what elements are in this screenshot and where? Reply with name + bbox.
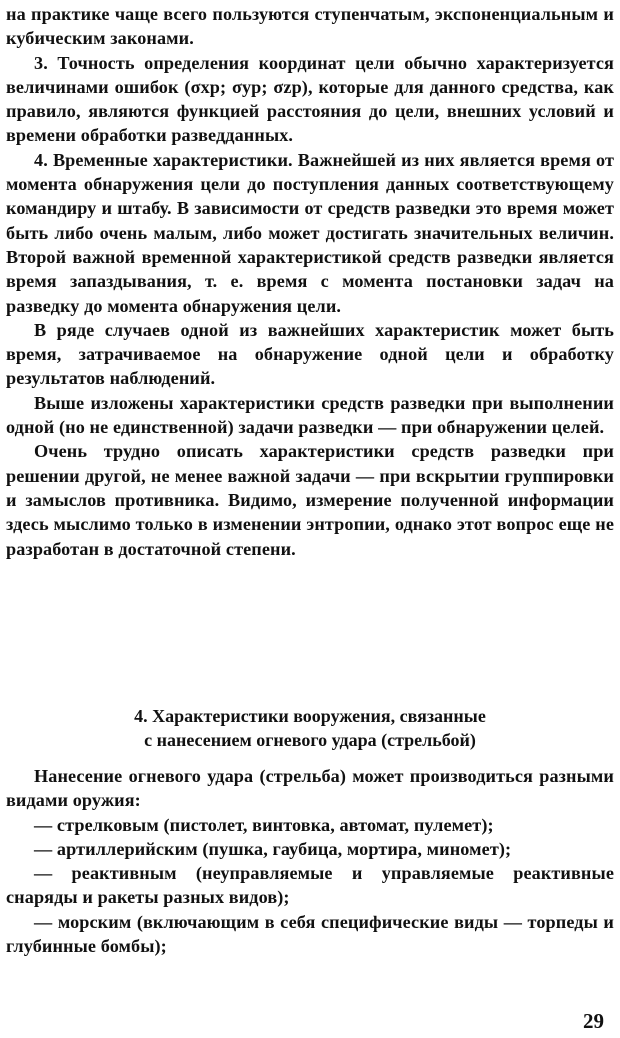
paragraph-weapon-intro: Нанесение огневого удара (стрельба) может производиться разными видами оружия: bbox=[6, 766, 614, 811]
body-text-upper bbox=[6, 2, 614, 561]
section-heading bbox=[0, 704, 620, 752]
paragraph-detection-time: В ряде случаев одной из важнейших характеристик может быть время, затрачиваемое на обнаружение одной цели и обработку результатов наблюдений. bbox=[6, 319, 614, 389]
section-heading-line-1: 4. Характеристики вооружения, связанные bbox=[134, 706, 486, 726]
paragraph-coordinate-accuracy: 3. Точность определения координат цели обычно характеризуется величинами ошибок (σxp; σyp; σzp), которые для данного средства, как правило, являются функцией расстояния до цели, внешних условий и времени обработки разведданных. bbox=[6, 52, 614, 146]
paragraph-continuation: на практике чаще всего пользуются ступенчатым, экспоненциальным и кубическим законами. bbox=[6, 4, 614, 49]
section-heading-line-2: с нанесением огневого удара (стрельбой) bbox=[144, 730, 476, 750]
page-number: 29 bbox=[583, 1009, 604, 1033]
list-item-naval: — морским (включающим в себя специфические виды — торпеды и глубинные бомбы); bbox=[6, 911, 614, 957]
body-text-lower bbox=[6, 764, 614, 958]
list-item-rocket: — реактивным (неуправляемые и управляемые реактивные снаряды и ракеты разных видов); bbox=[6, 863, 614, 908]
paragraph-time-characteristics: 4. Временные характеристики. Важнейшей из них является время от момента обнаружения цели до поступления данных соответствующему командиру и штабу. В зависимости от средств разведки это время может быть либо очень малым, либо может достигать значительных величин. Второй важной временной характеристикой средств разведки является время запаздывания, т. е. время с момента постановки задач на разведку до момента обнаружения цели. bbox=[6, 149, 614, 316]
paragraph-entropy: Очень трудно описать характеристики средств разведки при решении другой, не менее важной задачи — при вскрытии группировки и замыслов противника. Видимо, измерение полученной информации здесь мыслимо только в изменении энтропии, однако этот вопрос еще не разработан в достаточной степени. bbox=[6, 441, 614, 559]
list-item-small-arms: — стрелковым (пистолет, винтовка, автомат, пулемет); bbox=[34, 814, 494, 835]
paragraph-summary: Выше изложены характеристики средств разведки при выполнении одной (но не единственной) задачи разведки — при обнаружении целей. bbox=[6, 392, 614, 438]
list-item-artillery: — артиллерийским (пушка, гаубица, мортира, миномет); bbox=[34, 838, 512, 859]
